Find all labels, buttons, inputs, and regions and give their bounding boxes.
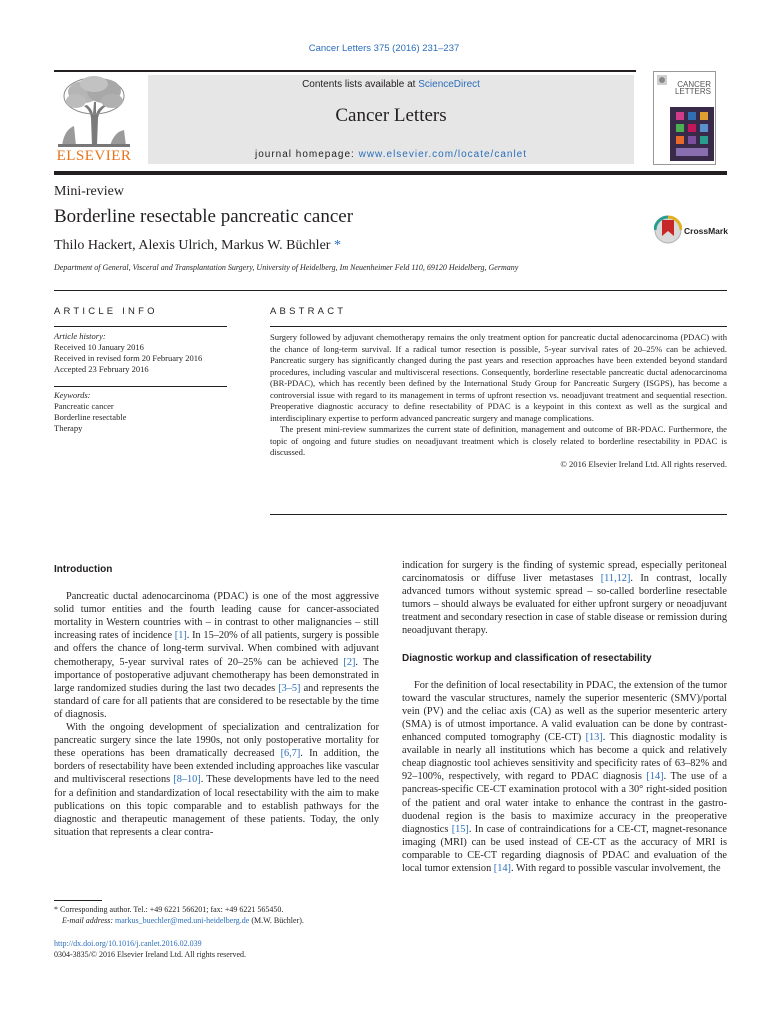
abstract-bottom-rule (270, 514, 727, 515)
author-list (54, 238, 341, 254)
sciencedirect-link[interactable]: ScienceDirect (418, 79, 480, 90)
body-column-right (402, 559, 727, 875)
article-info-heading: ARTICLE INFO (54, 306, 158, 317)
homepage-link[interactable]: www.elsevier.com/locate/canlet (358, 149, 528, 160)
text-run: With the ongoing development of specialization and centralization for pancreatic surgery since the late 1990s, not only postoperative mortality for these operations has been dramatically decreased (54, 722, 379, 760)
elsevier-logo[interactable] (54, 74, 134, 166)
cover-title-line1: CANCER (677, 80, 711, 89)
corresponding-author-footnote (54, 905, 384, 926)
citation-link[interactable]: [6,7] (280, 748, 301, 760)
citation-link[interactable]: [13] (585, 732, 603, 744)
cover-art-icon (670, 107, 714, 161)
contents-available-line (148, 79, 634, 90)
crossmark-icon (654, 214, 682, 246)
text-run: . With regard to possible vascular involvement, the (510, 862, 721, 874)
history-accepted: Accepted 23 February 2016 (54, 364, 149, 374)
keywords-label: Keywords: (54, 390, 91, 400)
keywords-block (54, 390, 126, 434)
right-paragraph-continued (402, 559, 727, 638)
email-link[interactable]: markus_buechler@med.uni-heidelberg.de (115, 915, 250, 925)
text-run: . These developments have led to the need for a definition and standardization of local resectability with the aim to make publications on this topic comparable and to establish pathways for the diagnostic and therapeutic management of these patients. Today, the only situation that represents a clear contra- (54, 774, 379, 838)
keyword-item: Pancreatic cancer (54, 401, 114, 411)
keyword-item: Therapy (54, 423, 83, 433)
homepage-prefix: journal homepage: (254, 149, 359, 160)
email-label: E-mail address: (62, 915, 116, 925)
keyword-item: Borderline resectable (54, 412, 127, 422)
authors-text: Thilo Hackert, Alexis Ulrich, Markus W. Büchler (54, 238, 331, 253)
text-run: and represents the standard of care for all patients that are considered to be resectable by the time of diagnosis. (54, 682, 379, 720)
corresponding-author-mark[interactable]: * (333, 238, 341, 253)
citation-link[interactable]: [3–5] (278, 682, 301, 694)
journal-homepage-line (148, 149, 634, 160)
elsevier-wordmark: ELSEVIER (56, 148, 132, 164)
issn-line: 0304-3835/© 2016 Elsevier Ireland Ltd. All rights reserved. (54, 950, 247, 959)
history-revised: Received in revised form 20 February 2016 (54, 353, 203, 363)
footnote-corresponding: Corresponding author. Tel.: +49 6221 566201; fax: +49 6221 565450. (58, 905, 284, 914)
text-run: . This diagnostic modality is available in nearly all institutions which has become a quick and relatively cheap diagnostic tool achieves sensitivity and specificity rates of 63–82% and 92–100%, respectively, with regard to PDAC diagnosis (402, 732, 727, 783)
author-affiliation: Department of General, Visceral and Transplantation Surgery, University of Heidelberg, Im Neuenheimer Feld 110, 69120 Heidelberg, Germany (54, 263, 519, 272)
citation-link[interactable]: [1] (174, 630, 187, 642)
citation-link[interactable]: [14] (493, 862, 511, 874)
abstract-paragraph-1: Surgery followed by adjuvant chemotherapy remains the only treatment option for pancreatic ductal adenocarcinoma (PDAC) with the chance of long-term survival. If a radical tumor resection is possible, 5-year survival rates of 20–25% can be achieved. Pancreatic surgery has significantly changed during the past years and resection approaches have been extended beyond standard procedures, including vascular and multivisceral resections. Consequently, borderline resectable pancreatic ductal adenocarcinoma (BR-PDAC), which has recently been defined by the International Study Group for Pancreatic Surgery (ISGPS), has become a controversial issue with regard to its management in terms of upfront resection vs. neoadjuvant treatment and sequential resection. Preoperative diagnostic accuracy to define resectability of PDAC is a keypoint in this context as well as the surgical and interdisciplinary expertise to perform advanced pancreatic surgery and manage complications. (270, 332, 727, 423)
citation-link[interactable]: [14] (646, 771, 664, 783)
abstract-paragraph-2: The present mini-review summarizes the current state of definition, management and outcome of BR-PDAC. Furthermore, the topic of ongoing and future studies on neoadjuvant treatment which is closely related to borderline resectability in PDAC is discussed. (270, 424, 727, 457)
diagnostic-workup-heading: Diagnostic workup and classification of resectability (402, 652, 652, 664)
doi-link[interactable]: http://dx.doi.org/10.1016/j.canlet.2016.02.039 (54, 939, 202, 948)
citation-link[interactable]: [2] (343, 656, 356, 668)
journal-header-panel (148, 75, 634, 164)
cover-title-line2: LETTERS (674, 87, 711, 96)
article-history (54, 331, 202, 375)
text-run: . In case of contraindications for a CE-CT, magnet-resonance imaging (MRI) can be used instead of CE-CT as the accuracy of MRI is comparable to CE-CT regarding diagnosis of PDAC and evaluation of the local tumor extension (402, 823, 728, 874)
introduction-heading: Introduction (54, 564, 113, 575)
elsevier-tree-icon (54, 74, 134, 148)
diagnostic-paragraph-1 (402, 679, 727, 875)
masthead-thick-rule (54, 171, 727, 175)
text-run: . In contrast, locally advanced tumors without systemic spread – so-called borderline resectable tumors – should always be evaluated for either upfront surgery or neoadjuvant treatment and secondary resection in case of stable disease or remission during neoadjuvant therapy. (402, 573, 727, 637)
article-type: Mini-review (54, 184, 124, 199)
text-run: . The importance of postoperative adjuvant chemotherapy has been demonstrated in large randomized studies during the last two decades (54, 656, 379, 694)
intro-paragraph-1 (54, 590, 379, 721)
abstract-copyright: © 2016 Elsevier Ireland Ltd. All rights reserved. (560, 458, 727, 469)
crossmark-badge[interactable] (654, 214, 734, 246)
text-run: . The use of a pancreas-specific CE-CT examination protocol with a 30° right-sided position of the patient and oral water intake to enhance the contrast in the gastro-duodenal region is the basis to maximize accuracy in the preoperative diagnostics (402, 771, 727, 835)
crossmark-label: CrossMark (684, 226, 728, 236)
citation-link[interactable]: [8–10] (173, 774, 201, 786)
history-received: Received 10 January 2016 (54, 342, 144, 352)
text-run: . In addition, the borders of resectability have been extended including approaches like vascular and multivisceral resections (54, 748, 379, 786)
keywords-rule (54, 386, 227, 387)
text-run: Pancreatic ductal adenocarcinoma (PDAC) is one of the most aggressive solid tumor entities and the fourth leading cause for cancer-associated mortality in Western countries with – in contrast to other malignancies – still increasing rates of incidence (54, 591, 379, 642)
journal-reference[interactable]: Cancer Letters 375 (2016) 231–237 (308, 43, 460, 54)
doi-block (54, 938, 246, 960)
abstract-text (270, 332, 727, 470)
article-header-rule (54, 290, 727, 291)
text-run: For the definition of local resectability in PDAC, the extension of the tumor toward the vascular structures, namely the superior mesenteric (SMV)/portal vein (PV) and the celiac axis (CA) as well as the superior mesenteric artery (SMA) is of utmost importance. A valid evaluation can be done by contrast-enhanced computed tomography (CE-CT) (402, 679, 727, 744)
article-info-rule (54, 326, 227, 327)
cover-logo-icon (657, 75, 667, 85)
body-column-left (54, 563, 379, 839)
article-title: Borderline resectable pancreatic cancer (54, 206, 354, 227)
journal-title: Cancer Letters (335, 105, 447, 126)
email-suffix: (M.W. Büchler). (249, 915, 304, 925)
citation-link[interactable]: [15] (451, 823, 469, 835)
abstract-top-rule (270, 326, 727, 327)
cover-title (675, 81, 711, 95)
history-label: Article history: (54, 331, 106, 341)
citation-link[interactable]: [11,12] (600, 573, 631, 585)
footnote-mark: * (54, 905, 58, 914)
footnote-rule (54, 900, 102, 901)
abstract-heading: ABSTRACT (270, 306, 347, 317)
header-rule (54, 70, 636, 72)
contents-prefix: Contents lists available at (302, 79, 419, 90)
text-run: . In 15–20% of all patients, surgery is possible and offers the chance of long-term survival. When combined with adjuvant chemotherapy, 5-year survival rates of 20–25% can be achieved (54, 630, 379, 668)
journal-cover-thumbnail[interactable] (653, 71, 716, 165)
intro-paragraph-2 (54, 721, 379, 839)
text-run: indication for surgery is the finding of systemic spread, especially peritoneal carcinomatosis or diffuse liver metastases (402, 560, 727, 585)
